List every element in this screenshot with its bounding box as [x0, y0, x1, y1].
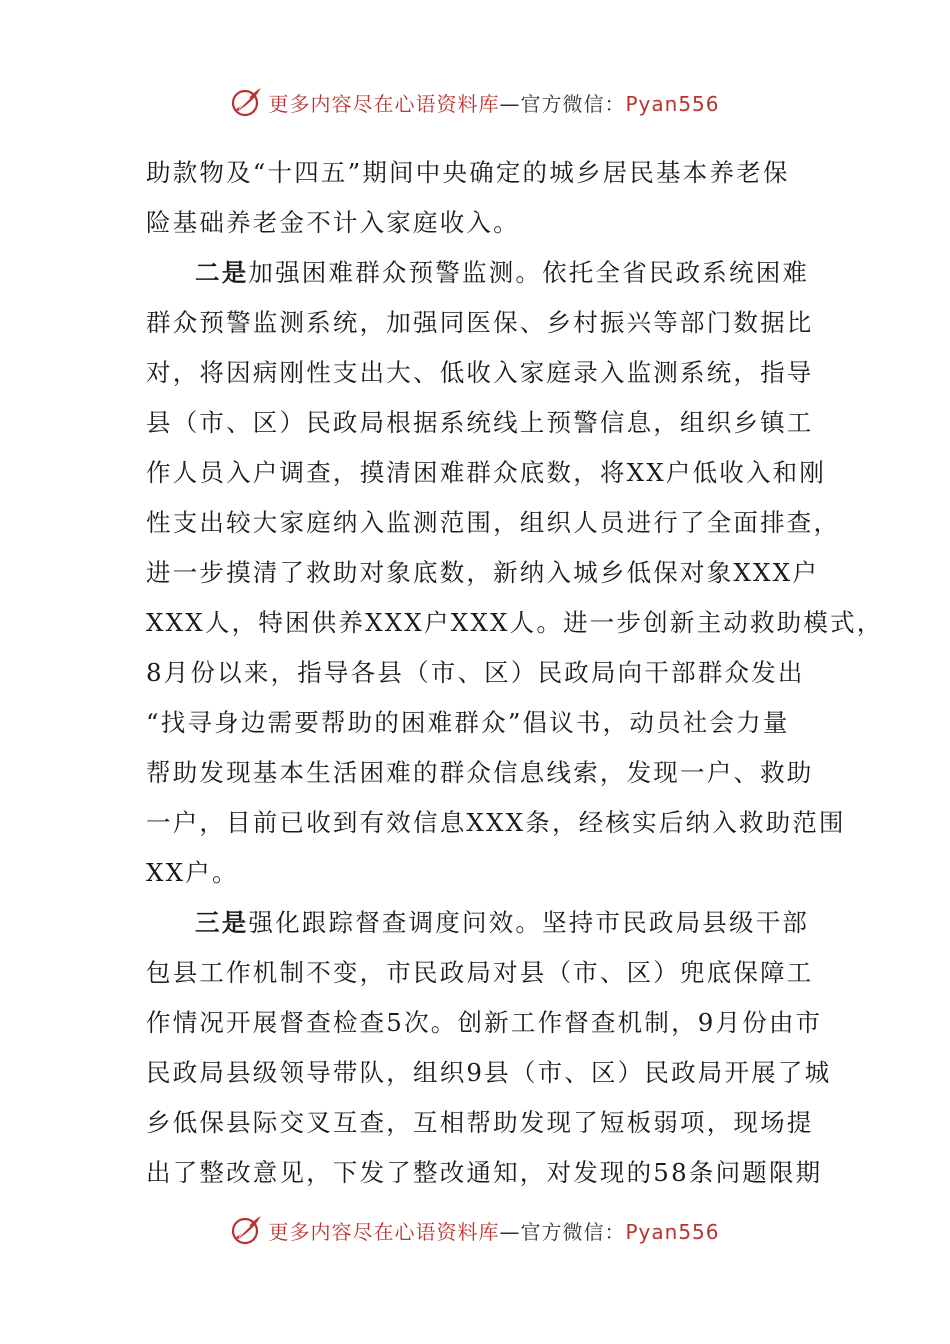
paragraph-line: XX户。 — [146, 858, 239, 887]
header-watermark — [0, 82, 950, 122]
watermark-text — [268, 88, 719, 117]
paragraph-line — [146, 898, 816, 948]
paragraph-line: 8月份以来，指导各县（市、区）民政局向干部群众发出 — [146, 658, 805, 687]
paragraph-line: 险基础养老金不计入家庭收入。 — [146, 208, 520, 237]
watermark-text — [268, 1216, 719, 1245]
paragraph-line: 群众预警监测系统，加强同医保、乡村振兴等部门数据比 — [146, 308, 814, 337]
paragraph-line: 进一步摸清了救助对象底数，新纳入城乡低保对象XXX户 — [146, 558, 820, 587]
footer-watermark — [0, 1210, 950, 1250]
watermark-handle: Pyan556 — [625, 91, 720, 116]
watermark-wechat-label: 官方微信： — [520, 91, 626, 116]
point-two-lead: 二是 — [195, 258, 249, 287]
paragraph-line: 作情况开展督查检查5次。创新工作督查机制，9月份由市 — [146, 1008, 823, 1037]
paragraph-line: 包县工作机制不变，市民政局对县（市、区）兜底保障工 — [146, 958, 814, 987]
paragraph-line: 一户，目前已收到有效信息XXX条，经核实后纳入救助范围 — [146, 808, 846, 837]
watermark-separator: — — [499, 1219, 521, 1244]
paragraph-line-text: 加强困难群众预警监测。依托全省民政系统困难 — [248, 258, 810, 287]
paragraph-line: 民政局县级领导带队，组织9县（市、区）民政局开展了城 — [146, 1058, 832, 1087]
paragraph-line-text: 强化跟踪督查调度问效。坚持市民政局县级干部 — [248, 908, 810, 937]
point-three-lead: 三是 — [195, 908, 249, 937]
watermark-handle: Pyan556 — [625, 1219, 720, 1244]
paragraph-line: 县（市、区）民政局根据系统线上预警信息，组织乡镇工 — [146, 408, 814, 437]
paragraph-line: 帮助发现基本生活困难的群众信息线索，发现一户、救助 — [146, 758, 814, 787]
paragraph-line: 作人员入户调查，摸清困难群众底数，将XX户低收入和刚 — [146, 458, 827, 487]
paragraph-line — [146, 248, 816, 298]
paragraph-line: 对，将因病刚性支出大、低收入家庭录入监测系统，指导 — [146, 358, 814, 387]
paragraph-line: 助款物及“十四五”期间中央确定的城乡居民基本养老保 — [146, 158, 790, 187]
watermark-prefix: 更多内容尽在心语资料库 — [268, 91, 500, 116]
watermark-wechat-label: 官方微信： — [520, 1219, 626, 1244]
paragraph-line: XXX人，特困供养XXX户XXX人。进一步创新主动救助模式， — [146, 608, 884, 637]
paragraph-line: 出了整改意见，下发了整改通知，对发现的58条问题限期 — [146, 1158, 823, 1187]
paragraph-line: “找寻身边需要帮助的困难群众”倡议书，动员社会力量 — [146, 708, 790, 737]
quill-logo-icon — [230, 1213, 264, 1247]
paragraph-line: 性支出较大家庭纳入监测范围，组织人员进行了全面排查， — [146, 508, 841, 537]
watermark-prefix: 更多内容尽在心语资料库 — [268, 1219, 500, 1244]
paragraph-line: 乡低保县际交叉互查，互相帮助发现了短板弱项，现场提 — [146, 1108, 814, 1137]
document-body — [146, 148, 884, 1198]
quill-logo-icon — [230, 85, 264, 119]
watermark-separator: — — [499, 91, 521, 116]
